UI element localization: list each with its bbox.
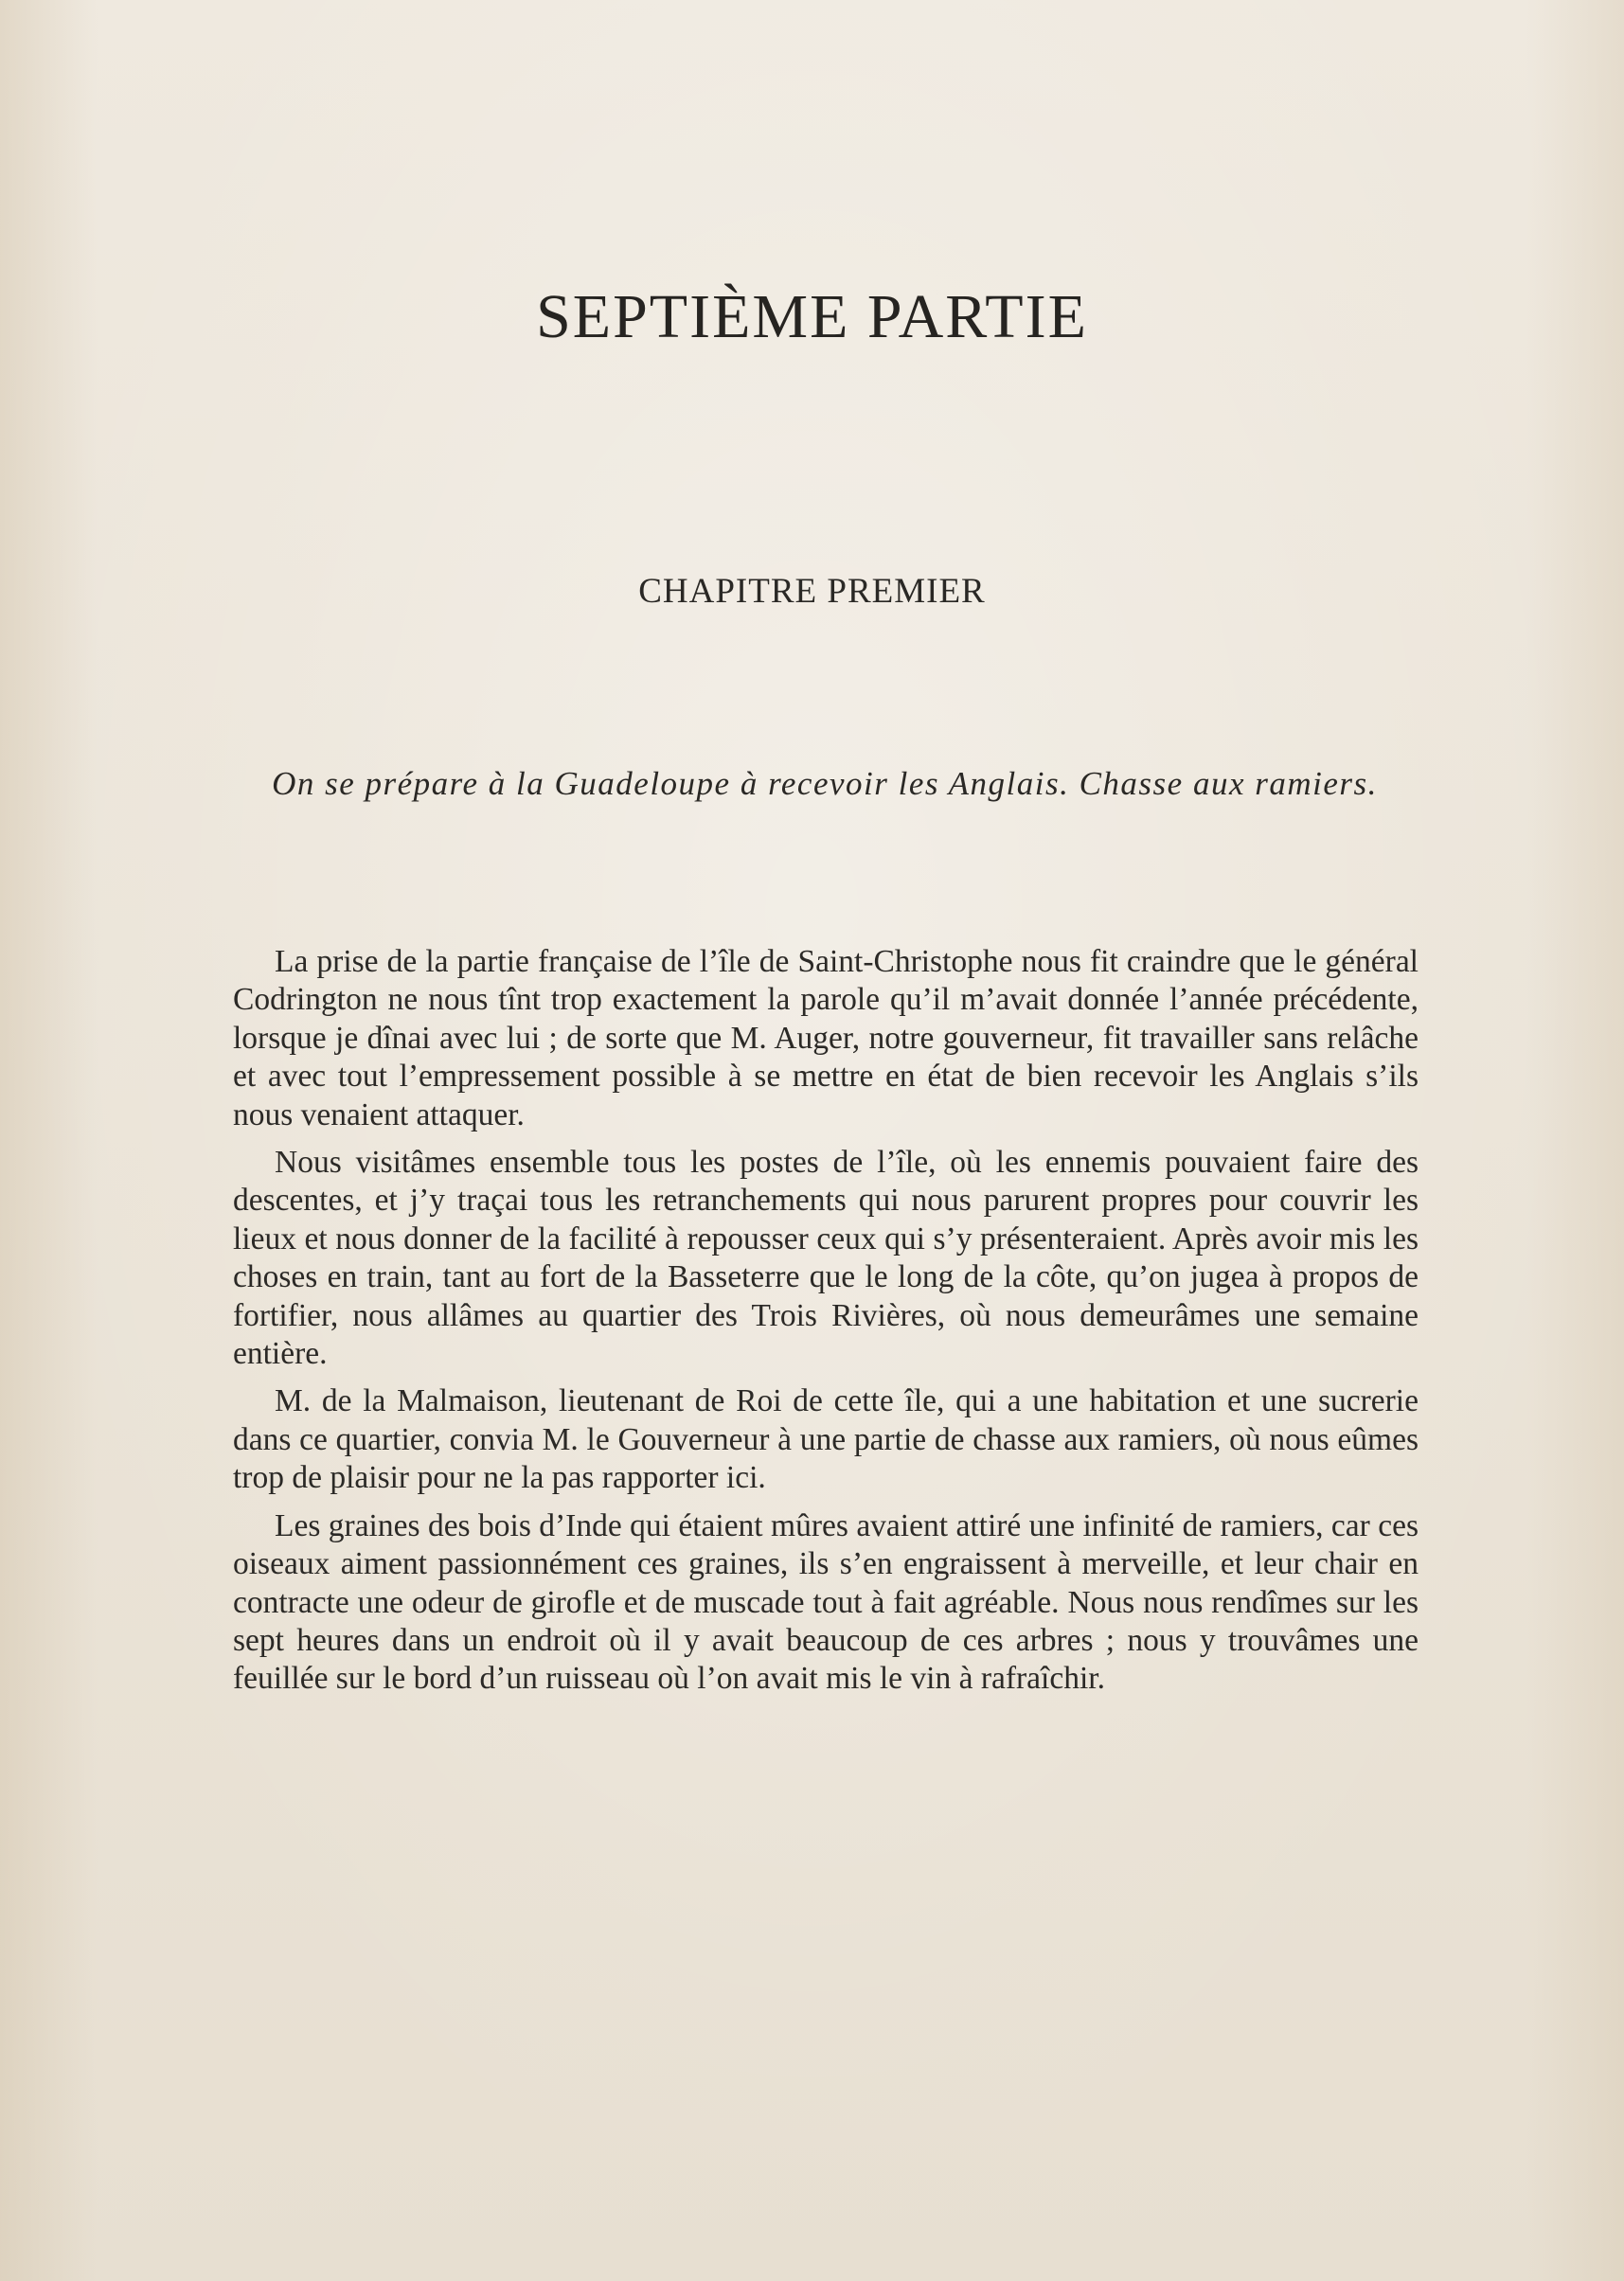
chapter-summary: On se prépare à la Guadeloupe à recevoir les Anglais. Chasse aux ramiers. [272, 765, 1378, 802]
body-text [233, 943, 1419, 1708]
part-title: SEPTIÈME PARTIE [536, 282, 1088, 351]
paragraph-3: M. de la Malmaison, lieutenant de Roi de cette île, qui a une habitation et une sucrerie dans ce quartier, convia M. le Gouverneur à une partie de chasse aux ramiers, où nous eûmes trop de plaisir pour ne la pas rapporter ici. [233, 1383, 1419, 1496]
paragraph-4: Les graines des bois d’Inde qui étaient mûres avaient attiré une infinité de ramiers, car ces oiseaux aiment passionnément ces graines, ils s’en engraissent à merveille, et leur chair en contracte une odeur de girofle et de muscade tout à fait agréable. Nous nous rendîmes sur les sept heures dans un endroit où il y avait beaucoup de ces arbres ; nous y trouvâmes une feuillée sur le bord d’un ruisseau où l’on avait mis le vin à rafraîchir. [233, 1507, 1419, 1697]
chapter-title: CHAPITRE PREMIER [638, 572, 986, 611]
paragraph-1: La prise de la partie française de l’île de Saint-Christophe nous fit craindre que le général Codrington ne nous tînt trop exactement la parole qu’il m’avait donnée l’année précédente, lorsque je dînai avec lui ; de sorte que M. Auger, notre gouverneur, fit travailler sans relâche et avec tout l’empressement possible à se mettre en état de bien recevoir les Anglais s’ils nous venaient attaquer. [233, 944, 1419, 1132]
paragraph-2: Nous visitâmes ensemble tous les postes de l’île, où les ennemis pouvaient faire des descentes, et j’y traçai tous les retranchements qui nous parurent propres pour couvrir les lieux et nous donner de la facilité à repousser ceux qui s’y présenteraient. Après avoir mis les choses en train, tant au fort de la Basseterre que le long de la côte, qu’on jugea à propos de fortifier, nous allâmes au quartier des Trois Rivières, où nous demeurâmes une semaine entière. [233, 1145, 1419, 1372]
